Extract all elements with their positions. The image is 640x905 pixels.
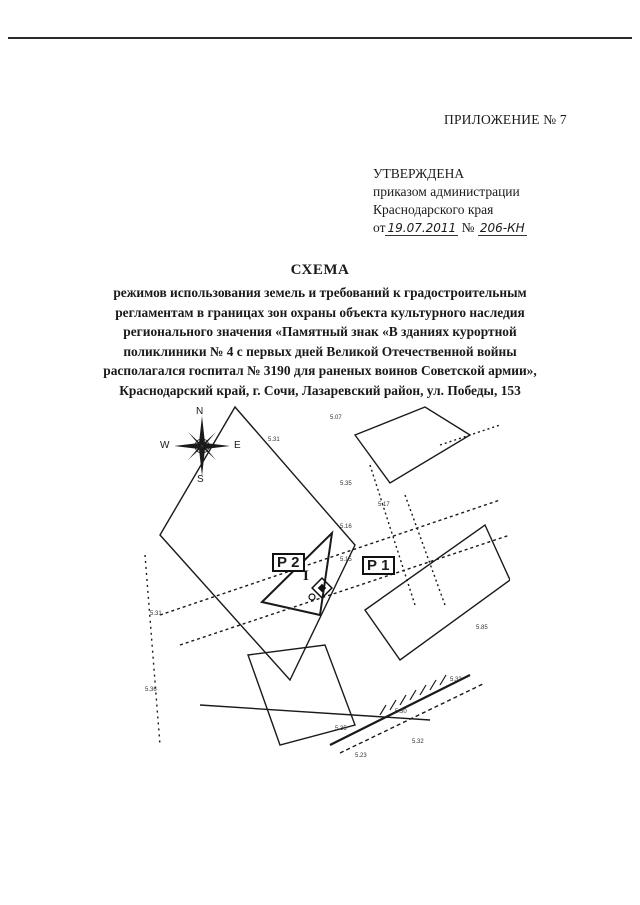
subtitle-line: располагался госпитал № 3190 для раненых воинов Советской армии», — [103, 363, 537, 379]
elevation-mark: 5.31 — [150, 611, 162, 617]
zone-label-i: I — [303, 568, 309, 584]
approval-region: Краснодарского края — [373, 202, 494, 217]
elevation-mark: 5.17 — [378, 502, 390, 508]
monument-marker — [309, 578, 332, 600]
approval-title: УТВЕРЖДЕНА — [373, 166, 465, 181]
subtitle-line: регионального значения «Памятный знак «В зданиях курортной — [123, 324, 517, 340]
approval-date: 19.07.2011 — [387, 221, 457, 235]
elevation-mark: 5.30 — [395, 709, 407, 715]
elevation-mark: 5.35 — [335, 726, 347, 732]
document-title: СХЕМА — [290, 262, 350, 278]
elevation-mark: 5.35 — [340, 481, 352, 487]
approval-block — [373, 165, 527, 237]
document-subtitle — [40, 283, 600, 401]
zone-i-boundary — [262, 533, 332, 615]
number-prefix: № — [461, 220, 475, 235]
elevation-mark: 5.31 — [268, 437, 280, 443]
elevation-mark: 5.16 — [340, 524, 352, 530]
date-prefix: от — [373, 220, 386, 235]
elevation-mark: 5.33 — [450, 677, 462, 683]
zone-label-p1: Р 1 — [362, 556, 395, 575]
elevation-mark: 5.15 — [340, 557, 352, 563]
subtitle-line: поликлиники № 4 с первых дней Великой Отечественной войны — [123, 343, 517, 359]
compass-rose — [160, 406, 244, 485]
elevation-mark: 5.32 — [412, 739, 424, 745]
elevation-mark: 5.85 — [476, 625, 488, 631]
building-right — [365, 525, 510, 660]
compass-east-label: E — [234, 440, 241, 451]
elevation-mark: 5.36 — [145, 687, 157, 693]
compass-south-label: S — [197, 474, 204, 485]
approval-number: 206-КН — [479, 221, 525, 235]
approval-issuer: приказом администрации — [373, 184, 520, 199]
approval-date-line — [373, 219, 527, 237]
compass-west-label: W — [160, 440, 170, 451]
subtitle-line: Краснодарский край, г. Сочи, Лазаревский район, ул. Победы, 153 — [119, 382, 521, 398]
subtitle-line: режимов использования земель и требований к градостроительным — [113, 285, 527, 300]
elevation-mark: 5.23 — [355, 753, 367, 759]
top-rule — [8, 37, 632, 39]
elevation-mark: 5.07 — [330, 415, 342, 421]
compass-icon — [160, 410, 244, 482]
compass-north-label: N — [196, 406, 204, 417]
appendix-number: ПРИЛОЖЕНИЕ № 7 — [444, 112, 567, 127]
zone-label-p2: Р 2 — [272, 553, 305, 572]
subtitle-line: регламентам в границах зон охраны объекта культурного наследия — [115, 304, 525, 320]
